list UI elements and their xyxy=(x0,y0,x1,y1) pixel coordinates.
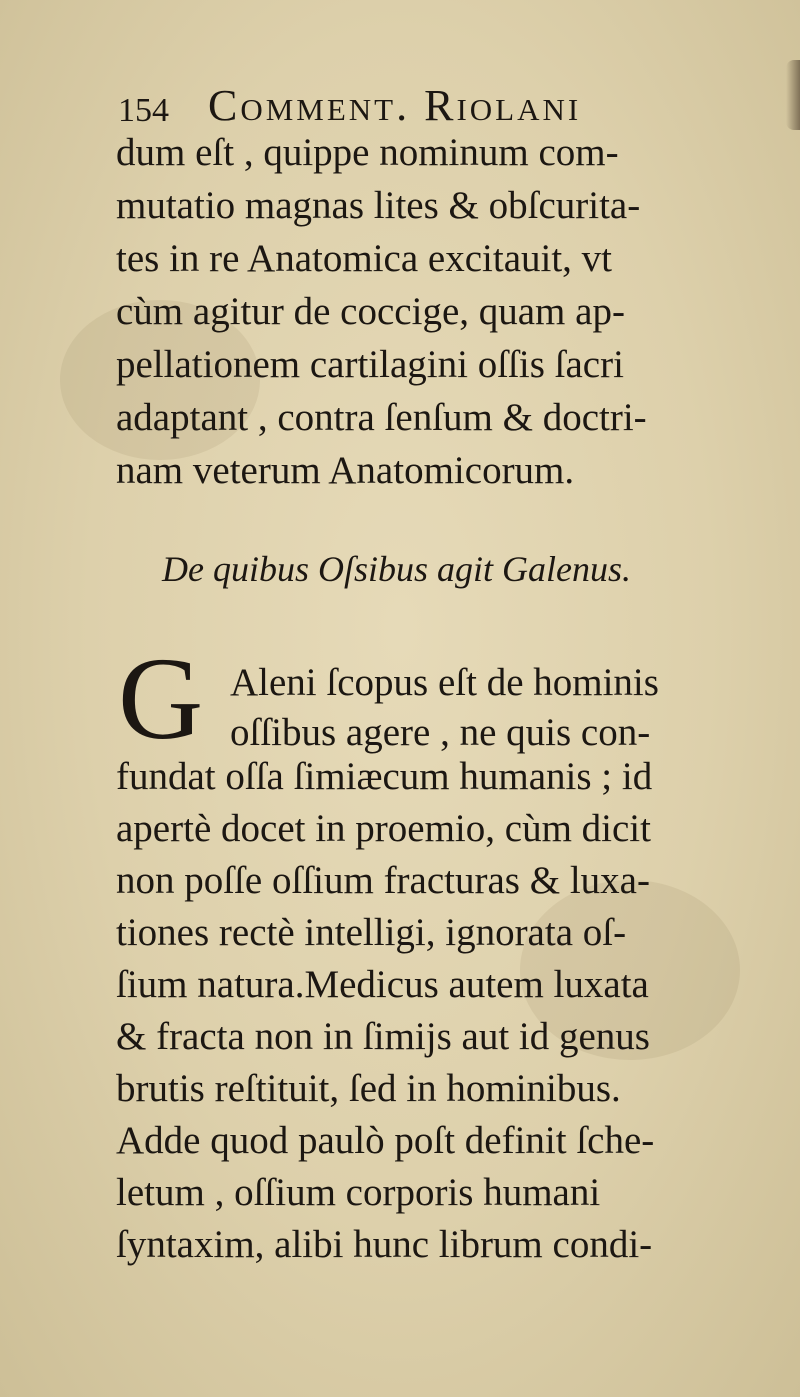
paragraph-1 xyxy=(116,128,756,492)
text-line: pellationem cartilagini oſſis ſacri xyxy=(116,343,624,386)
page-number: 154 xyxy=(118,92,169,129)
text-line: Adde quod paulò poſt definit ſche- xyxy=(116,1119,655,1162)
text-line: ſium natura.Medicus autem luxata xyxy=(116,963,649,1006)
section-heading: De quibus Oſsibus agit Galenus. xyxy=(162,549,632,589)
text-line: adaptant , contra ſenſum & doctri- xyxy=(116,396,647,439)
paragraph-2-indented xyxy=(230,658,760,758)
page-edge-shadow xyxy=(786,60,800,130)
text-line: non poſſe oſſium fracturas & luxa- xyxy=(116,859,650,902)
text-line: mutatio magnas lites & obſcurita- xyxy=(116,184,641,227)
text-line: letum , oſſium corporis humani xyxy=(116,1171,601,1214)
text-line: oſſibus agere , ne quis con- xyxy=(230,711,651,754)
running-head xyxy=(118,78,698,134)
text-line: brutis reſtituit, ſed in hominibus. xyxy=(116,1067,621,1110)
text-line: & fracta non in ſimijs aut id genus xyxy=(116,1015,650,1058)
running-head-title: Comment. Riolani xyxy=(208,81,582,130)
text-line: tes in re Anatomica excitauit, vt xyxy=(116,237,613,280)
text-line: Aleni ſcopus eſt de hominis xyxy=(230,661,659,704)
text-line: apertè docet in proemio, cùm dicit xyxy=(116,807,651,850)
drop-cap: G xyxy=(118,633,204,764)
text-line: ſyntaxim, alibi hunc librum condi- xyxy=(116,1223,653,1266)
paragraph-2 xyxy=(116,752,756,1282)
text-line: cùm agitur de coccige, quam ap- xyxy=(116,290,625,333)
text-line: dum eſt , quippe nominum com- xyxy=(116,131,619,174)
text-line: fundat oſſa ſimiæcum humanis ; id xyxy=(116,755,653,798)
text-line: nam veterum Anatomicorum. xyxy=(116,449,575,492)
text-line: tiones rectè intelligi, ignorata oſ- xyxy=(116,911,627,954)
